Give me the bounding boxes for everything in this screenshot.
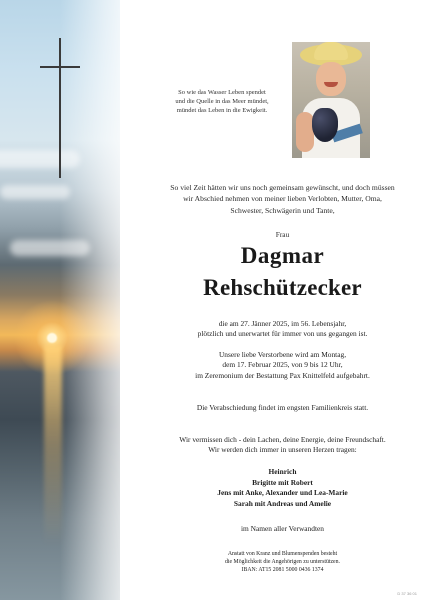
memorial-quote: So wie das Wasser Leben spendet und die Quelle in das Meer mündet, mündet das Leben in die Ewigkeit.	[175, 89, 269, 114]
portrait-photo	[292, 42, 370, 158]
remembrance-text: Wir vermissen dich - dein Lachen, deine Energie, deine Freundschaft. Wir werden dich immer in unseren Herzen tragen:	[179, 435, 386, 455]
family-member: Brigitte mit Robert	[252, 477, 313, 487]
family-member: Heinrich	[268, 467, 297, 476]
salutation: Frau	[275, 230, 290, 239]
farewell-notice: Die Verabschiedung findet im engsten Familienkreis statt.	[196, 403, 369, 412]
document-code: D 37 36 01	[397, 591, 417, 596]
viewing-info: Unsere liebe Verstorbene wird am Montag, dem 17. Februar 2025, von 9 bis 12 Uhr, im Zeremonium der Bestattung Pax Knittelfeld aufgebahrt.	[195, 350, 370, 380]
death-notice: die am 27. Jänner 2025, im 56. Lebensjahr, plötzlich und unerwartet für immer von uns gegangen ist.	[197, 319, 368, 339]
family-member: Jens mit Anke, Alexander und Lea-Marie	[217, 488, 348, 498]
deceased-last-name: Rehschützecker	[203, 275, 362, 300]
family-member: Sarah mit Andreas und Amelie	[233, 498, 332, 508]
closing-line: im Namen aller Verwandten	[241, 524, 324, 533]
family-names	[140, 467, 425, 509]
donation-info: Anstatt von Kranz und Blumenspenden besteht die Möglichkeit die Angehörigen zu unterstützen. IBAN: AT15 2081 5000 0436 1374	[225, 551, 340, 573]
photo-fade-overlay	[60, 0, 140, 600]
intro-text: So viel Zeit hätten wir uns noch gemeinsam gewünscht, und doch müssen wir Abschied nehmen von meiner lieben Verlobten, Mutter, Oma, Schwester, Schwägerin und Tante,	[170, 183, 395, 215]
deceased-first-name: Dagmar	[240, 243, 325, 268]
